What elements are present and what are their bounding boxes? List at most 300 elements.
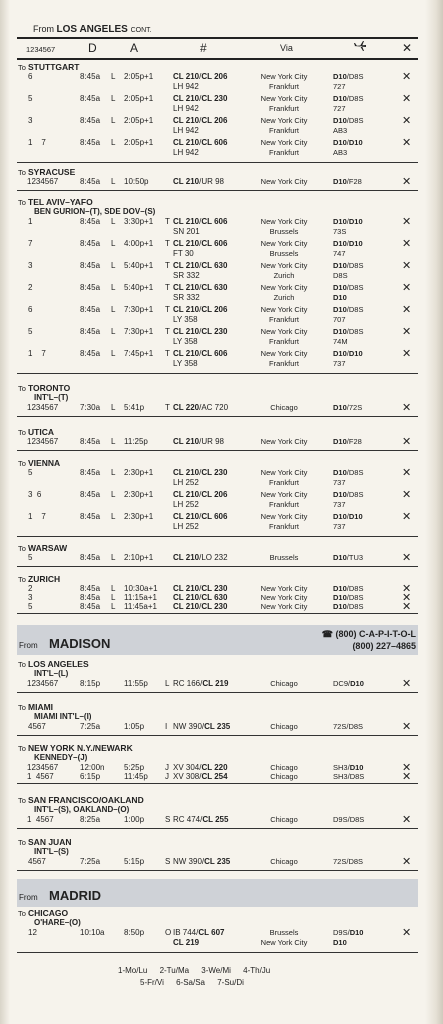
destination-title: [18, 574, 60, 584]
to-label: To: [18, 744, 29, 753]
destination-name: SAN FRANCISCO/OAKLAND: [28, 795, 144, 805]
depart-time: 8:45a: [80, 305, 101, 314]
flight-number: CL 210/CL 230: [173, 94, 228, 103]
destination-title: [18, 167, 75, 177]
section-rule: [17, 783, 418, 784]
depart-time: 8:45a: [80, 349, 101, 358]
meal-code: L: [111, 239, 116, 248]
section-rule: [17, 373, 418, 374]
via-city: New York City: [260, 138, 308, 147]
cancel-x: ✕: [402, 762, 412, 774]
flight-number: XV 308/CL 254: [173, 772, 228, 781]
trip-days: 4567: [28, 857, 46, 866]
meal-code: L: [111, 468, 116, 477]
trip-days: 4567: [28, 722, 46, 731]
flight-number: RC 166/CL 219: [173, 679, 229, 688]
destination-name: LOS ANGELES: [28, 659, 89, 669]
band-city: MADISON: [49, 636, 111, 651]
airport-code: J: [165, 772, 169, 781]
cancel-x: ✕: [402, 71, 412, 83]
destination-title: [18, 837, 71, 847]
via-city: Frankfurt: [268, 359, 299, 368]
depart-time: 7:30a: [80, 403, 101, 412]
flight-number: SN 201: [173, 227, 200, 236]
city-band: [17, 879, 418, 907]
flight-number: CL 210/UR 98: [173, 437, 225, 446]
flight-number: CL 210/UR 98: [173, 177, 225, 186]
flight-number: CL 210/CL 606: [173, 138, 228, 147]
arrive-time: 2:30p+1: [124, 490, 154, 499]
meal-code: L: [111, 94, 116, 103]
cancel-x: ✕: [402, 260, 412, 272]
to-label: To: [18, 838, 29, 847]
equipment: D10/D8S: [333, 283, 364, 292]
arrive-time: 2:05p+1: [124, 72, 154, 81]
meal-code: L: [111, 512, 116, 521]
airport-code: I: [165, 722, 168, 731]
arrive-time: 2:30p+1: [124, 468, 154, 477]
legend-line-2: 5-Fr/Vi 6-Sa/Sa 7-Su/Di: [140, 978, 244, 987]
meal-code: L: [111, 283, 116, 292]
col-cancel-x: ✕: [402, 41, 413, 55]
equipment: 737: [333, 359, 346, 368]
cancel-x: ✕: [402, 721, 412, 733]
destination-title: [18, 659, 89, 669]
via-city: New York City: [260, 177, 308, 186]
flight-number: XV 304/CL 220: [173, 763, 228, 772]
section-rule: [17, 692, 418, 693]
cancel-x: ✕: [402, 216, 412, 228]
trip-days: 2: [28, 584, 33, 593]
destination-title: [18, 702, 53, 712]
flight-number: CL 210/CL 206: [173, 305, 228, 314]
equipment: 747: [333, 249, 346, 258]
trip-days: 1234567: [27, 763, 59, 772]
flight-number: CL 210/CL 630: [173, 593, 228, 602]
flight-number: LH 252: [173, 478, 199, 487]
meal-code: L: [111, 584, 116, 593]
via-city: Brussels: [269, 928, 299, 937]
via-city: Frankfurt: [268, 478, 299, 487]
section-rule: [17, 952, 418, 953]
cancel-x: ✕: [402, 115, 412, 127]
cancel-x: ✕: [402, 467, 412, 479]
equipment: 737: [333, 522, 346, 531]
arrive-time: 8:50p: [124, 928, 145, 937]
airport-subtitle: BEN GURION–(T), SDE DOV–(S): [34, 207, 156, 216]
section-rule: [17, 162, 418, 163]
meal-code: L: [111, 349, 116, 358]
destination-title: [18, 908, 68, 918]
equipment: D10/D8S: [333, 327, 364, 336]
trip-days: 1234567: [27, 403, 59, 412]
arrive-time: 5:40p+1: [124, 261, 154, 270]
header-from-label: From: [33, 24, 57, 34]
airport-subtitle: INT'L–(T): [34, 393, 69, 402]
trip-days: 1 4567: [27, 772, 54, 781]
flight-number: LH 942: [173, 82, 199, 91]
cancel-x: ✕: [402, 678, 412, 690]
flight-number: LH 252: [173, 522, 199, 531]
arrive-time: 3:30p+1: [124, 217, 154, 226]
depart-time: 8:45a: [80, 116, 101, 125]
via-city: Chicago: [270, 763, 298, 772]
arrive-time: 5:15p: [124, 857, 145, 866]
cancel-x: ✕: [402, 436, 412, 448]
equipment: D10/D10: [333, 138, 363, 147]
via-city: Brussels: [269, 553, 299, 562]
equipment: 707: [333, 315, 346, 324]
depart-time: 8:45a: [80, 72, 101, 81]
to-label: To: [18, 63, 29, 72]
destination-title: [18, 458, 60, 468]
equipment: D10/F28: [333, 437, 362, 446]
arrive-time: 7:45p+1: [124, 349, 154, 358]
meal-code: L: [111, 305, 116, 314]
page-left-edge: [0, 0, 10, 1024]
arrive-time: 11:45a+1: [124, 602, 157, 611]
to-label: To: [18, 796, 29, 805]
trip-days: 1 4567: [27, 815, 54, 824]
equipment: D10/TU3: [333, 553, 364, 562]
cancel-x: ✕: [402, 552, 412, 564]
trip-days: 6: [28, 72, 33, 81]
equipment: 73S: [333, 227, 347, 236]
equipment: D10/D8S: [333, 305, 364, 314]
destination-title: [18, 62, 79, 72]
flight-number: CL 210/CL 606: [173, 217, 228, 226]
cancel-x: ✕: [402, 326, 412, 338]
header-cont: CONT.: [130, 27, 152, 34]
trip-days: 5: [28, 468, 33, 477]
cancel-x: ✕: [402, 282, 412, 294]
arrive-time: 5:41p: [124, 403, 145, 412]
arrive-time: 2:30p+1: [124, 512, 154, 521]
equipment: D10/D8S: [333, 94, 364, 103]
depart-time: 8:45a: [80, 468, 101, 477]
via-city: New York City: [260, 72, 308, 81]
section-rule: [17, 190, 418, 191]
cancel-x: ✕: [402, 402, 412, 414]
arrive-time: 5:40p+1: [124, 283, 154, 292]
destination-name: TORONTO: [28, 383, 71, 393]
depart-time: 8:45a: [80, 217, 101, 226]
cancel-x: ✕: [402, 814, 412, 826]
flight-number: CL 219: [173, 938, 200, 947]
equipment: 737: [333, 478, 346, 487]
via-city: New York City: [260, 584, 308, 593]
equipment: 72S/D8S: [333, 857, 364, 866]
arrive-time: 7:30p+1: [124, 327, 154, 336]
flight-number: CL 210/CL 230: [173, 584, 228, 593]
via-city: Frankfurt: [268, 104, 299, 113]
flight-number: LY 358: [173, 315, 198, 324]
cancel-x: ✕: [402, 927, 412, 939]
via-city: New York City: [260, 217, 308, 226]
depart-time: 7:25a: [80, 857, 101, 866]
airport-subtitle: INT'L–(S): [34, 847, 69, 856]
depart-time: 10:10a: [80, 928, 105, 937]
arrive-time: 5:25p: [124, 763, 145, 772]
depart-time: 8:45a: [80, 602, 101, 611]
to-label: To: [18, 575, 29, 584]
via-city: Frankfurt: [268, 126, 299, 135]
equipment: D10/D8S: [333, 602, 364, 611]
equipment: D10/D8S: [333, 490, 364, 499]
trip-days: 1: [28, 217, 33, 226]
destination-name: SYRACUSE: [28, 167, 76, 177]
equipment: 737: [333, 500, 346, 509]
airport-subtitle: MIAMI INT'L–(I): [34, 712, 92, 721]
equipment: D10/D8S: [333, 72, 364, 81]
meal-code: L: [111, 602, 116, 611]
cancel-x: ✕: [402, 601, 412, 613]
equipment: D8S: [333, 271, 348, 280]
to-label: To: [18, 384, 29, 393]
cancel-x: ✕: [402, 856, 412, 868]
cancel-x: ✕: [402, 348, 412, 360]
destination-title: [18, 197, 93, 207]
flight-number: CL 210/CL 206: [173, 72, 228, 81]
destination-name: WARSAW: [28, 543, 68, 553]
depart-time: 8:45a: [80, 512, 101, 521]
arrive-time: 1:00p: [124, 815, 145, 824]
destination-name: CHICAGO: [28, 908, 69, 918]
via-city: Frankfurt: [268, 148, 299, 157]
depart-time: 8:45a: [80, 490, 101, 499]
via-city: New York City: [260, 261, 308, 270]
depart-time: 8:45a: [80, 94, 101, 103]
meal-code: L: [111, 403, 116, 412]
to-label: To: [18, 459, 29, 468]
equipment: 727: [333, 82, 346, 91]
airport-subtitle: INT'L–(S), OAKLAND–(O): [34, 805, 130, 814]
depart-time: 8:45a: [80, 584, 101, 593]
equipment: D10/D8S: [333, 584, 364, 593]
arrive-time: 2:05p+1: [124, 116, 154, 125]
via-city: Zurich: [273, 271, 295, 280]
equipment: AB3: [333, 148, 348, 157]
via-city: Chicago: [270, 772, 298, 781]
section-rule: [17, 613, 418, 614]
meal-code: L: [111, 327, 116, 336]
via-city: New York City: [260, 327, 308, 336]
airport-subtitle: O'HARE–(O): [34, 918, 81, 927]
equipment: D10/D10: [333, 217, 363, 226]
airport-code: O: [165, 928, 172, 937]
destination-name: TEL AVIV–YAFO: [28, 197, 93, 207]
equipment: D10/D10: [333, 239, 363, 248]
via-city: Zurich: [273, 293, 295, 302]
flight-number: LY 358: [173, 359, 198, 368]
via-city: New York City: [260, 116, 308, 125]
equipment: D10/D8S: [333, 116, 364, 125]
arrive-time: 7:30p+1: [124, 305, 154, 314]
section-rule: [17, 416, 418, 417]
arrive-time: 2:05p+1: [124, 94, 154, 103]
section-rule: [17, 536, 418, 537]
trip-days: 5: [28, 94, 33, 103]
destination-title: [18, 795, 144, 805]
equipment: 74M: [333, 337, 348, 346]
via-city: Frankfurt: [268, 315, 299, 324]
depart-time: 8:45a: [80, 138, 101, 147]
via-city: Frankfurt: [268, 82, 299, 91]
depart-time: 12:00n: [80, 763, 105, 772]
to-label: To: [18, 660, 29, 669]
equipment: 727: [333, 104, 346, 113]
via-city: Chicago: [270, 815, 298, 824]
band-from-label: From: [19, 893, 38, 902]
airport-code: T: [165, 217, 170, 226]
trip-days: 3: [28, 116, 33, 125]
colhead-rule: [17, 58, 418, 60]
destination-title: [18, 383, 70, 393]
meal-code: L: [111, 437, 116, 446]
via-city: New York City: [260, 938, 308, 947]
trip-days: 1234567: [27, 177, 59, 186]
meal-code: L: [111, 138, 116, 147]
arrive-time: 11:15a+1: [124, 593, 157, 602]
via-city: New York City: [260, 239, 308, 248]
airport-code: T: [165, 283, 170, 292]
via-city: Frankfurt: [268, 522, 299, 531]
arrive-time: 4:00p+1: [124, 239, 154, 248]
to-label: To: [18, 168, 29, 177]
flight-number: CL 210/CL 230: [173, 327, 228, 336]
flight-number: CL 210/CL 230: [173, 602, 228, 611]
arrive-time: 10:30a+1: [124, 584, 158, 593]
trip-days: 5: [28, 553, 33, 562]
via-city: New York City: [260, 94, 308, 103]
via-city: New York City: [260, 468, 308, 477]
destination-name: SAN JUAN: [28, 837, 72, 847]
equipment: D10: [333, 293, 347, 302]
airport-code: S: [165, 857, 171, 866]
depart-time: 8:45a: [80, 239, 101, 248]
flight-number: LH 942: [173, 148, 199, 157]
trip-days: 5: [28, 327, 33, 336]
flight-number: LH 942: [173, 126, 199, 135]
destination-title: [18, 743, 133, 753]
airport-code: T: [165, 305, 170, 314]
legend-line-1: 1-Mo/Lu 2-Tu/Ma 3-We/Mi 4-Th/Ju: [118, 966, 271, 975]
meal-code: L: [111, 553, 116, 562]
trip-days: 1234567: [27, 437, 59, 446]
via-city: New York City: [260, 593, 308, 602]
trip-days: 7: [28, 239, 33, 248]
flight-number: FT 30: [173, 249, 194, 258]
depart-time: 8:25a: [80, 815, 101, 824]
via-city: Chicago: [270, 679, 298, 688]
equipment: D10/D8S: [333, 468, 364, 477]
via-city: Chicago: [270, 722, 298, 731]
depart-time: 8:45a: [80, 177, 101, 186]
trip-days: 3: [28, 261, 33, 270]
depart-time: 8:45a: [80, 593, 101, 602]
via-city: New York City: [260, 490, 308, 499]
airport-code: T: [165, 349, 170, 358]
arrive-time: 1:05p: [124, 722, 145, 731]
airport-code: T: [165, 327, 170, 336]
flight-number: CL 210/LO 232: [173, 553, 228, 562]
via-city: Chicago: [270, 857, 298, 866]
depart-time: 8:15p: [80, 679, 101, 688]
arrive-time: 11:25p: [124, 437, 148, 446]
destination-name: UTICA: [28, 427, 54, 437]
equipment: AB3: [333, 126, 348, 135]
destination-name: ZURICH: [28, 574, 61, 584]
header-from: [33, 24, 152, 35]
via-city: New York City: [260, 512, 308, 521]
equipment: D10/F28: [333, 177, 362, 186]
flight-number: CL 210/CL 606: [173, 349, 228, 358]
via-city: New York City: [260, 437, 308, 446]
flight-number: CL 210/CL 630: [173, 283, 228, 292]
via-city: Frankfurt: [268, 337, 299, 346]
trip-days: 2: [28, 283, 33, 292]
flight-number: CL 210/CL 606: [173, 512, 228, 521]
flight-number: RC 474/CL 255: [173, 815, 229, 824]
cancel-x: ✕: [402, 176, 412, 188]
flight-number: CL 210/CL 230: [173, 468, 228, 477]
via-city: Brussels: [269, 249, 299, 258]
flight-number: LH 942: [173, 104, 199, 113]
cancel-x: ✕: [402, 583, 412, 595]
trip-days: 6: [28, 305, 33, 314]
arrive-time: 11:45p: [124, 772, 148, 781]
meal-code: L: [111, 217, 116, 226]
equipment: D10: [333, 938, 347, 947]
plane-icon: [353, 40, 367, 55]
trip-days: 1 7: [28, 349, 46, 358]
city-band: [17, 625, 418, 655]
airport-code: L: [165, 679, 170, 688]
equipment: D10/D8S: [333, 261, 364, 270]
meal-code: L: [111, 593, 116, 602]
trip-days: 1 7: [28, 138, 46, 147]
trip-days: 12: [28, 928, 37, 937]
airport-code: J: [165, 763, 169, 772]
via-city: New York City: [260, 305, 308, 314]
meal-code: L: [111, 72, 116, 81]
arrive-time: 11:55p: [124, 679, 148, 688]
equipment: 72S/D8S: [333, 722, 364, 731]
meal-code: L: [111, 177, 116, 186]
flight-number: LH 252: [173, 500, 199, 509]
band-phone: ☎ (800) C-A-P-I-T-O-L (800) 227–4865: [321, 629, 416, 651]
col-days: 1234567: [26, 45, 56, 54]
equipment: DC9/D10: [333, 679, 364, 688]
destination-title: [18, 427, 54, 437]
equipment: D10/72S: [333, 403, 363, 412]
col-depart: D: [88, 41, 97, 55]
band-city: MADRID: [49, 888, 101, 903]
header-city: LOS ANGELES: [56, 24, 131, 35]
depart-time: 7:25a: [80, 722, 101, 731]
flight-number: SR 332: [173, 293, 200, 302]
equipment: D10/D10: [333, 349, 363, 358]
to-label: To: [18, 198, 29, 207]
flight-number: NW 390/CL 235: [173, 857, 231, 866]
destination-name: STUTTGART: [28, 62, 80, 72]
airport-subtitle: KENNEDY–(J): [34, 753, 88, 762]
airport-code: T: [165, 239, 170, 248]
flight-number: CL 210/CL 606: [173, 239, 228, 248]
equipment: D9S/D8S: [333, 815, 365, 824]
section-rule: [17, 828, 418, 829]
depart-time: 8:45a: [80, 261, 101, 270]
